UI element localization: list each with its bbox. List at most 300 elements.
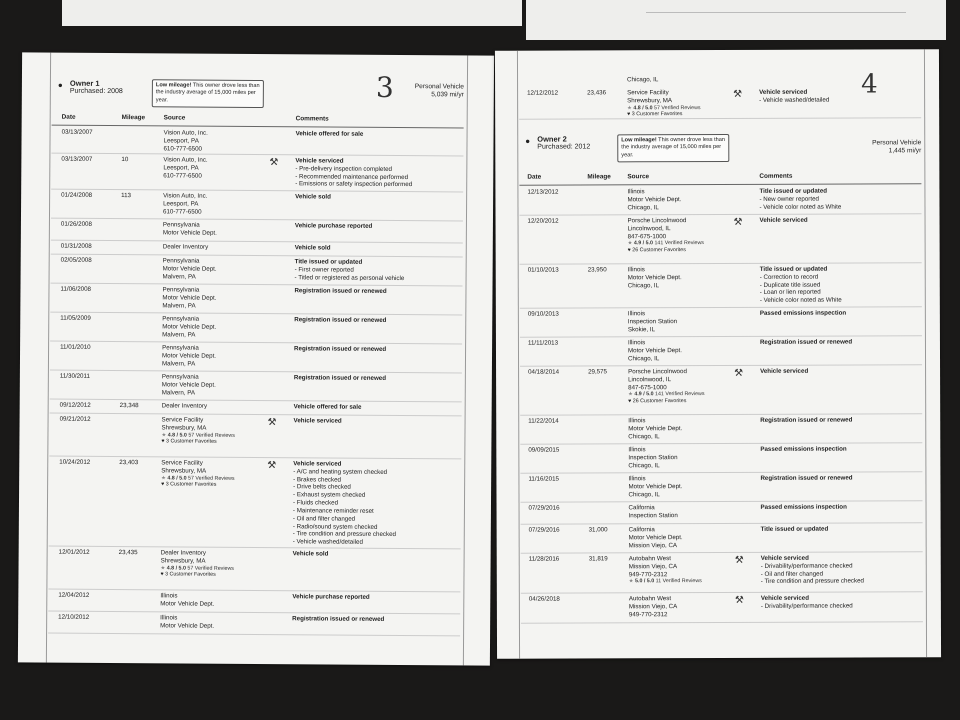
- comment-detail: - Exhaust system checked: [293, 491, 366, 500]
- source-line: California: [628, 504, 655, 512]
- source-line: Inspection Station: [627, 317, 678, 326]
- source-line: Malvern, PA: [162, 301, 196, 310]
- row-date: 09/12/2012: [59, 401, 91, 409]
- previous-sheet-edge-left: [62, 0, 522, 26]
- source-line: Vision Auto, Inc.: [163, 129, 208, 137]
- source-line: Autobahn West: [628, 595, 672, 603]
- comment-detail: - Vehicle color noted as White: [759, 203, 842, 211]
- table-row: [520, 335, 922, 366]
- source-line: Lincolnwood, IL: [627, 224, 671, 233]
- source-line: Motor Vehicle Dept.: [160, 600, 215, 608]
- handwritten-page-number: 3: [375, 70, 394, 104]
- row-comments: [295, 157, 465, 189]
- source-line: Porsche Lincolnwood: [627, 217, 687, 225]
- comment-title: Passed emissions inspection: [759, 309, 847, 317]
- source-line: Motor Vehicle Dept.: [162, 323, 217, 331]
- comment-detail: - Brakes checked: [293, 475, 341, 484]
- row-date: 11/06/2008: [60, 285, 92, 293]
- row-comments: [759, 88, 929, 104]
- row-source: [628, 217, 738, 254]
- low-mileage-title: Low mileage!: [155, 82, 192, 89]
- vehicle-type-block: [872, 139, 921, 156]
- comment-detail: - Drive belts checked: [293, 483, 351, 492]
- comment-title: Vehicle sold: [295, 193, 331, 201]
- row-comments: [296, 130, 466, 139]
- row-comments: [761, 554, 931, 586]
- source-line: Mission Viejo, CA: [628, 602, 678, 611]
- row-date: 09/10/2013: [527, 310, 559, 318]
- row-mileage: 23,348: [119, 402, 139, 410]
- comment-title: Registration issued or renewed: [759, 338, 853, 346]
- source-line: Shrewsbury, MA: [161, 467, 207, 475]
- source-line: Illinois: [628, 475, 646, 483]
- row-source: [162, 315, 272, 339]
- source-line: 610-777-6500: [163, 144, 203, 153]
- source-line: Illinois: [627, 188, 645, 196]
- source-line: Inspection Station: [628, 453, 678, 462]
- comment-title: Title issued or updated: [760, 525, 829, 533]
- comment-detail: - Oil and filter changed: [760, 570, 824, 578]
- table-row: [519, 184, 921, 215]
- service-wrench-icon: ⚒: [267, 417, 277, 429]
- comment-detail: - Radio/sound system checked: [292, 522, 378, 531]
- source-line: Mission Viejo, CA: [628, 541, 678, 549]
- row-date: 07/29/2016: [528, 504, 560, 512]
- source-line: Chicago, IL: [627, 203, 659, 211]
- row-comments: [294, 403, 464, 412]
- row-source: [163, 257, 273, 281]
- row-comments: [760, 309, 930, 317]
- review-count: 57 Verified Reviews: [188, 475, 235, 482]
- row-source: [628, 368, 738, 405]
- table-row: [520, 442, 922, 473]
- customer-favorites: [161, 439, 271, 446]
- comment-detail: - Emissions or safety inspection performed: [295, 180, 413, 189]
- mileage-rate: 5,039 mi/yr: [431, 91, 464, 99]
- source-line: Shrewsbury, MA: [160, 557, 206, 565]
- row-source: [163, 243, 273, 252]
- row-source: [629, 595, 739, 619]
- comment-title: Passed emissions inspection: [760, 445, 847, 453]
- row-source: [163, 156, 273, 180]
- source-line: Dealer Inventory: [160, 549, 207, 557]
- table-row: [50, 341, 462, 374]
- source-line: Service Facility: [161, 459, 203, 467]
- row-date: 10/24/2012: [59, 458, 91, 466]
- source-line: Leesport, PA: [163, 137, 199, 145]
- favorites-count: 3 Customer Favorites: [165, 571, 216, 579]
- owner-name: Owner 2: [537, 134, 567, 144]
- comment-title: Registration issued or renewed: [294, 345, 387, 353]
- table-row: [520, 364, 922, 415]
- source-line: Motor Vehicle Dept.: [628, 533, 683, 542]
- source-line: Vision Auto, Inc.: [163, 156, 208, 164]
- star-icon: ★: [627, 104, 634, 111]
- source-line: 949-770-2312: [628, 570, 668, 578]
- row-comments: [294, 417, 464, 426]
- top-source-line: Chicago, IL: [627, 76, 659, 84]
- rating-score: 4.8 / 5.0: [167, 475, 187, 482]
- source-line: Illinois: [628, 446, 646, 454]
- comment-title: Vehicle offered for sale: [295, 130, 364, 138]
- vehicle-type: Personal Vehicle: [414, 83, 464, 91]
- header-source: Source: [627, 173, 650, 181]
- row-date: 09/09/2015: [528, 446, 560, 454]
- row-source: [628, 266, 738, 290]
- source-line: Service Facility: [627, 89, 669, 97]
- star-icon: ★: [161, 474, 168, 482]
- table-row: [520, 262, 922, 308]
- review-rating: [629, 578, 739, 585]
- table-row: [521, 551, 923, 593]
- row-date: 02/05/2008: [60, 256, 92, 264]
- source-line: Chicago, IL: [628, 490, 660, 498]
- row-comments: [760, 216, 930, 224]
- favorites-count: 26 Customer Favorites: [632, 247, 686, 254]
- star-icon: ★: [628, 391, 635, 398]
- table-row: [48, 611, 460, 637]
- row-mileage: 113: [121, 192, 132, 200]
- rating-score: 4.8 / 5.0: [166, 565, 186, 572]
- table-row: [48, 546, 460, 593]
- service-wrench-icon: ⚒: [269, 157, 279, 169]
- row-source: [628, 339, 738, 363]
- comment-title: Title issued or updated: [759, 265, 828, 273]
- source-line: Illinois: [160, 614, 178, 622]
- comment-detail: - Pre-delivery inspection completed: [295, 165, 392, 173]
- source-line: Motor Vehicle Dept.: [628, 482, 683, 491]
- source-line: Chicago, IL: [628, 432, 660, 440]
- source-line: Autobahn West: [628, 555, 671, 563]
- comment-title: Registration issued or renewed: [760, 474, 853, 482]
- row-source: [163, 192, 273, 216]
- row-date: 01/24/2008: [61, 191, 93, 199]
- review-count: 57 Verified Reviews: [654, 104, 701, 111]
- row-comments: [294, 374, 464, 383]
- row-date: 11/11/2013: [527, 339, 559, 347]
- source-line: Motor Vehicle Dept.: [160, 622, 215, 630]
- heart-icon: ♥: [160, 571, 166, 578]
- row-date: 12/10/2012: [58, 613, 90, 621]
- row-comments: [292, 615, 462, 624]
- row-mileage: 31,000: [588, 526, 608, 534]
- comment-title: Vehicle sold: [292, 550, 329, 558]
- source-line: Motor Vehicle Dept.: [628, 424, 683, 433]
- owner-purchased: Purchased: 2012: [537, 143, 591, 151]
- source-line: Pennsylvania: [162, 221, 200, 229]
- row-date: 09/21/2012: [59, 415, 91, 423]
- rating-score: 4.8 / 5.0: [633, 104, 653, 111]
- comment-detail: - Recommended maintenance performed: [295, 172, 409, 181]
- source-line: Motor Vehicle Dept.: [162, 294, 217, 302]
- comment-detail: - Loan or lien reported: [759, 289, 821, 297]
- favorites-count: 3 Customer Favorites: [631, 111, 683, 118]
- owner-name: Owner 1: [69, 78, 100, 88]
- table-row: [520, 213, 922, 264]
- comment-detail: - Drivability/performance checked: [760, 602, 853, 610]
- review-count: 57 Verified Reviews: [187, 565, 234, 572]
- source-line: Motor Vehicle Dept.: [162, 265, 217, 273]
- service-wrench-icon: ⚒: [734, 367, 744, 379]
- comment-detail: - Vehicle color noted as White: [759, 296, 842, 305]
- row-mileage: 10: [121, 156, 129, 164]
- comment-title: Vehicle purchase reported: [294, 222, 373, 230]
- row-date: 04/18/2014: [528, 368, 560, 376]
- row-mileage: 23,403: [119, 459, 139, 467]
- row-comments: [759, 187, 929, 211]
- star-icon: ★: [160, 564, 167, 572]
- table-row: [51, 126, 463, 157]
- row-date: 11/30/2011: [59, 372, 90, 380]
- row-mileage: 23,436: [587, 89, 607, 97]
- row-comments: [760, 338, 930, 346]
- table-row: [519, 85, 921, 119]
- comment-title: Registration issued or renewed: [294, 316, 387, 324]
- row-date: 01/31/2008: [60, 242, 92, 250]
- customer-favorites: [627, 111, 737, 118]
- owner-purchased: Purchased: 2008: [69, 87, 123, 96]
- row-date: 07/29/2016: [528, 526, 560, 534]
- row-source: [163, 129, 273, 153]
- comment-title: Vehicle serviced: [295, 157, 344, 165]
- comment-title: Vehicle purchase reported: [292, 593, 370, 601]
- table-row: [521, 500, 923, 524]
- table-row: [520, 413, 922, 444]
- row-date: 03/13/2007: [61, 155, 93, 163]
- row-date: 01/10/2013: [527, 266, 559, 274]
- table-row: [521, 522, 923, 553]
- comment-detail: - Maintenance reminder reset: [292, 507, 374, 515]
- comment-detail: - Vehicle washed/detailed: [759, 96, 830, 104]
- source-line: 610-777-6500: [163, 207, 202, 216]
- customer-favorites: [628, 398, 738, 405]
- row-date: 11/16/2015: [528, 475, 559, 483]
- table-row: [50, 370, 462, 403]
- row-comments: [292, 593, 462, 602]
- row-source: [628, 417, 738, 441]
- comment-detail: - Oil and filter changed: [292, 514, 356, 523]
- row-source: [162, 373, 272, 397]
- source-line: Illinois: [628, 417, 646, 425]
- review-count: 11 Verified Reviews: [655, 578, 702, 585]
- row-comments: [293, 460, 464, 547]
- row-comments: [760, 416, 930, 424]
- comment-title: Vehicle offered for sale: [293, 403, 362, 411]
- table-row: [521, 591, 923, 623]
- table-row: [50, 283, 462, 316]
- heart-icon: ♥: [627, 247, 633, 254]
- comment-title: Vehicle serviced: [760, 554, 809, 562]
- source-line: Skokie, IL: [627, 325, 656, 333]
- row-comments: [295, 193, 465, 202]
- low-mileage-text: This owner drove less than the industry average of 15,000 miles per year.: [621, 136, 726, 158]
- row-mileage: 23,950: [587, 266, 607, 274]
- owner-block: [525, 134, 625, 154]
- row-date: 11/05/2009: [60, 314, 91, 322]
- source-line: Pennsylvania: [162, 257, 200, 265]
- source-line: Motor Vehicle Dept.: [161, 381, 216, 389]
- source-line: California: [628, 526, 655, 534]
- source-line: Lincolnwood, IL: [628, 375, 672, 384]
- comment-detail: - Titled or registered as personal vehicle: [294, 273, 405, 282]
- report-page-left: [18, 52, 494, 665]
- low-mileage-box: [152, 79, 264, 108]
- source-line: Illinois: [160, 592, 178, 600]
- source-line: Dealer Inventory: [162, 243, 209, 251]
- comment-title: Registration issued or renewed: [294, 287, 387, 295]
- row-comments: [295, 222, 465, 231]
- row-source: [161, 459, 271, 489]
- row-source: [163, 221, 273, 237]
- review-count: 141 Verified Reviews: [655, 391, 705, 398]
- comment-title: Passed emissions inspection: [760, 503, 847, 511]
- row-source: [629, 526, 739, 550]
- row-source: [161, 416, 271, 446]
- row-source: [627, 188, 737, 212]
- source-line: 847-675-1000: [627, 232, 667, 240]
- person-icon: ●: [525, 136, 531, 146]
- comment-detail: - A/C and heating system checked: [293, 468, 388, 476]
- source-line: Inspection Station: [628, 511, 678, 520]
- comment-title: Vehicle serviced: [760, 367, 809, 375]
- table-row: [51, 189, 463, 222]
- review-count: 57 Verified Reviews: [188, 432, 235, 439]
- row-source: [162, 402, 272, 411]
- source-line: Malvern, PA: [162, 330, 196, 339]
- vehicle-type-block: [415, 83, 464, 100]
- comment-detail: - Tire condition and pressure checked: [292, 530, 396, 539]
- comment-title: Registration issued or renewed: [292, 615, 385, 623]
- row-date: 12/20/2012: [527, 217, 559, 225]
- source-line: 949-770-2312: [628, 610, 668, 618]
- row-comments: [760, 474, 930, 482]
- rating-score: 4.9 / 5.0: [633, 240, 654, 247]
- table-row: [49, 456, 462, 550]
- comment-detail: - First owner reported: [294, 266, 354, 274]
- source-line: Motor Vehicle Dept.: [161, 352, 217, 360]
- mileage-rate: 1,445 mi/yr: [888, 147, 922, 155]
- source-line: Dealer Inventory: [161, 402, 208, 410]
- row-comments: [293, 550, 463, 559]
- table-row: [51, 153, 463, 193]
- row-date: 11/01/2010: [60, 343, 91, 351]
- row-date: 11/28/2016: [528, 555, 560, 563]
- source-line: Malvern, PA: [162, 272, 196, 281]
- comment-title: Vehicle serviced: [293, 460, 342, 468]
- source-line: Illinois: [627, 339, 646, 347]
- star-icon: ★: [161, 431, 168, 439]
- comment-detail: - Fluids checked: [292, 499, 339, 507]
- comment-detail: - Correction to record: [759, 273, 819, 281]
- source-line: Chicago, IL: [628, 354, 660, 362]
- row-source: [628, 446, 738, 470]
- row-date: 12/13/2012: [527, 188, 559, 196]
- heart-icon: ♥: [628, 398, 633, 405]
- favorites-count: 3 Customer Favorites: [165, 481, 217, 489]
- table-row: [50, 312, 462, 345]
- row-comments: [294, 345, 464, 354]
- row-mileage: 31,819: [588, 555, 608, 563]
- previous-sheet-edge-right: [526, 0, 946, 40]
- row-comments: [760, 445, 930, 453]
- row-source: [628, 475, 738, 499]
- header-mileage: Mileage: [587, 173, 611, 181]
- source-line: 610-777-6500: [163, 171, 202, 180]
- rating-score: 4.8 / 5.0: [167, 432, 187, 439]
- table-row: [49, 413, 461, 460]
- source-line: Vision Auto, Inc.: [163, 192, 208, 200]
- header-mileage: Mileage: [121, 114, 146, 122]
- row-source: [162, 344, 272, 368]
- source-line: Pennsylvania: [162, 315, 200, 323]
- comment-title: Title issued or updated: [294, 258, 363, 266]
- heart-icon: ♥: [627, 111, 632, 118]
- row-comments: [760, 265, 930, 305]
- comment-title: Vehicle serviced: [759, 216, 808, 224]
- row-source: [627, 89, 737, 118]
- comment-detail: - Vehicle washed/detailed: [292, 538, 363, 546]
- source-line: Motor Vehicle Dept.: [627, 195, 682, 204]
- rating-score: 4.9 / 5.0: [634, 391, 654, 398]
- service-wrench-icon: ⚒: [267, 460, 277, 472]
- comment-title: Registration issued or renewed: [293, 374, 387, 382]
- source-line: Pennsylvania: [161, 373, 199, 381]
- source-line: Leesport, PA: [163, 200, 199, 208]
- source-line: Shrewsbury, MA: [161, 424, 207, 432]
- row-source: [162, 286, 272, 310]
- customer-favorites: [628, 247, 738, 254]
- source-line: Porsche Lincolnwood: [628, 368, 687, 376]
- table-row: [520, 306, 922, 337]
- report-page-right: [495, 49, 941, 659]
- source-line: 847-675-1000: [628, 383, 667, 391]
- source-line: Malvern, PA: [161, 388, 196, 397]
- row-comments: [295, 244, 465, 253]
- source-line: Motor Vehicle Dept.: [627, 273, 682, 282]
- row-comments: [761, 503, 931, 511]
- row-date: 01/26/2008: [60, 220, 92, 228]
- row-source: [629, 504, 739, 520]
- source-line: Pennsylvania: [162, 286, 200, 294]
- comment-title: Title issued or updated: [759, 187, 828, 195]
- source-line: Service Facility: [161, 416, 204, 424]
- comment-title: Vehicle serviced: [759, 88, 808, 96]
- comment-detail: - Drivability/performance checked: [760, 562, 853, 570]
- source-line: Chicago, IL: [627, 281, 660, 289]
- service-wrench-icon: ⚒: [734, 554, 744, 566]
- comment-detail: - Tire condition and pressure checked: [760, 577, 864, 586]
- service-wrench-icon: ⚒: [733, 88, 743, 100]
- row-date: 12/04/2012: [58, 591, 90, 599]
- header-date: Date: [61, 113, 76, 121]
- header-comments: Comments: [759, 172, 793, 180]
- source-line: Malvern, PA: [161, 359, 196, 368]
- row-date: 03/13/2007: [61, 128, 93, 136]
- row-date: 12/01/2012: [58, 548, 90, 556]
- row-comments: [761, 594, 931, 610]
- owner-block: [58, 79, 158, 100]
- handwritten-page-number: 4: [861, 69, 878, 100]
- vehicle-type: Personal Vehicle: [872, 139, 922, 147]
- person-icon: ●: [57, 80, 63, 90]
- star-icon: ★: [627, 240, 634, 247]
- heart-icon: ♥: [161, 481, 166, 488]
- service-wrench-icon: ⚒: [734, 594, 744, 606]
- header-source: Source: [163, 114, 186, 122]
- row-source: [628, 310, 738, 334]
- service-wrench-icon: ⚒: [733, 216, 743, 228]
- source-line: Motor Vehicle Dept.: [627, 346, 682, 355]
